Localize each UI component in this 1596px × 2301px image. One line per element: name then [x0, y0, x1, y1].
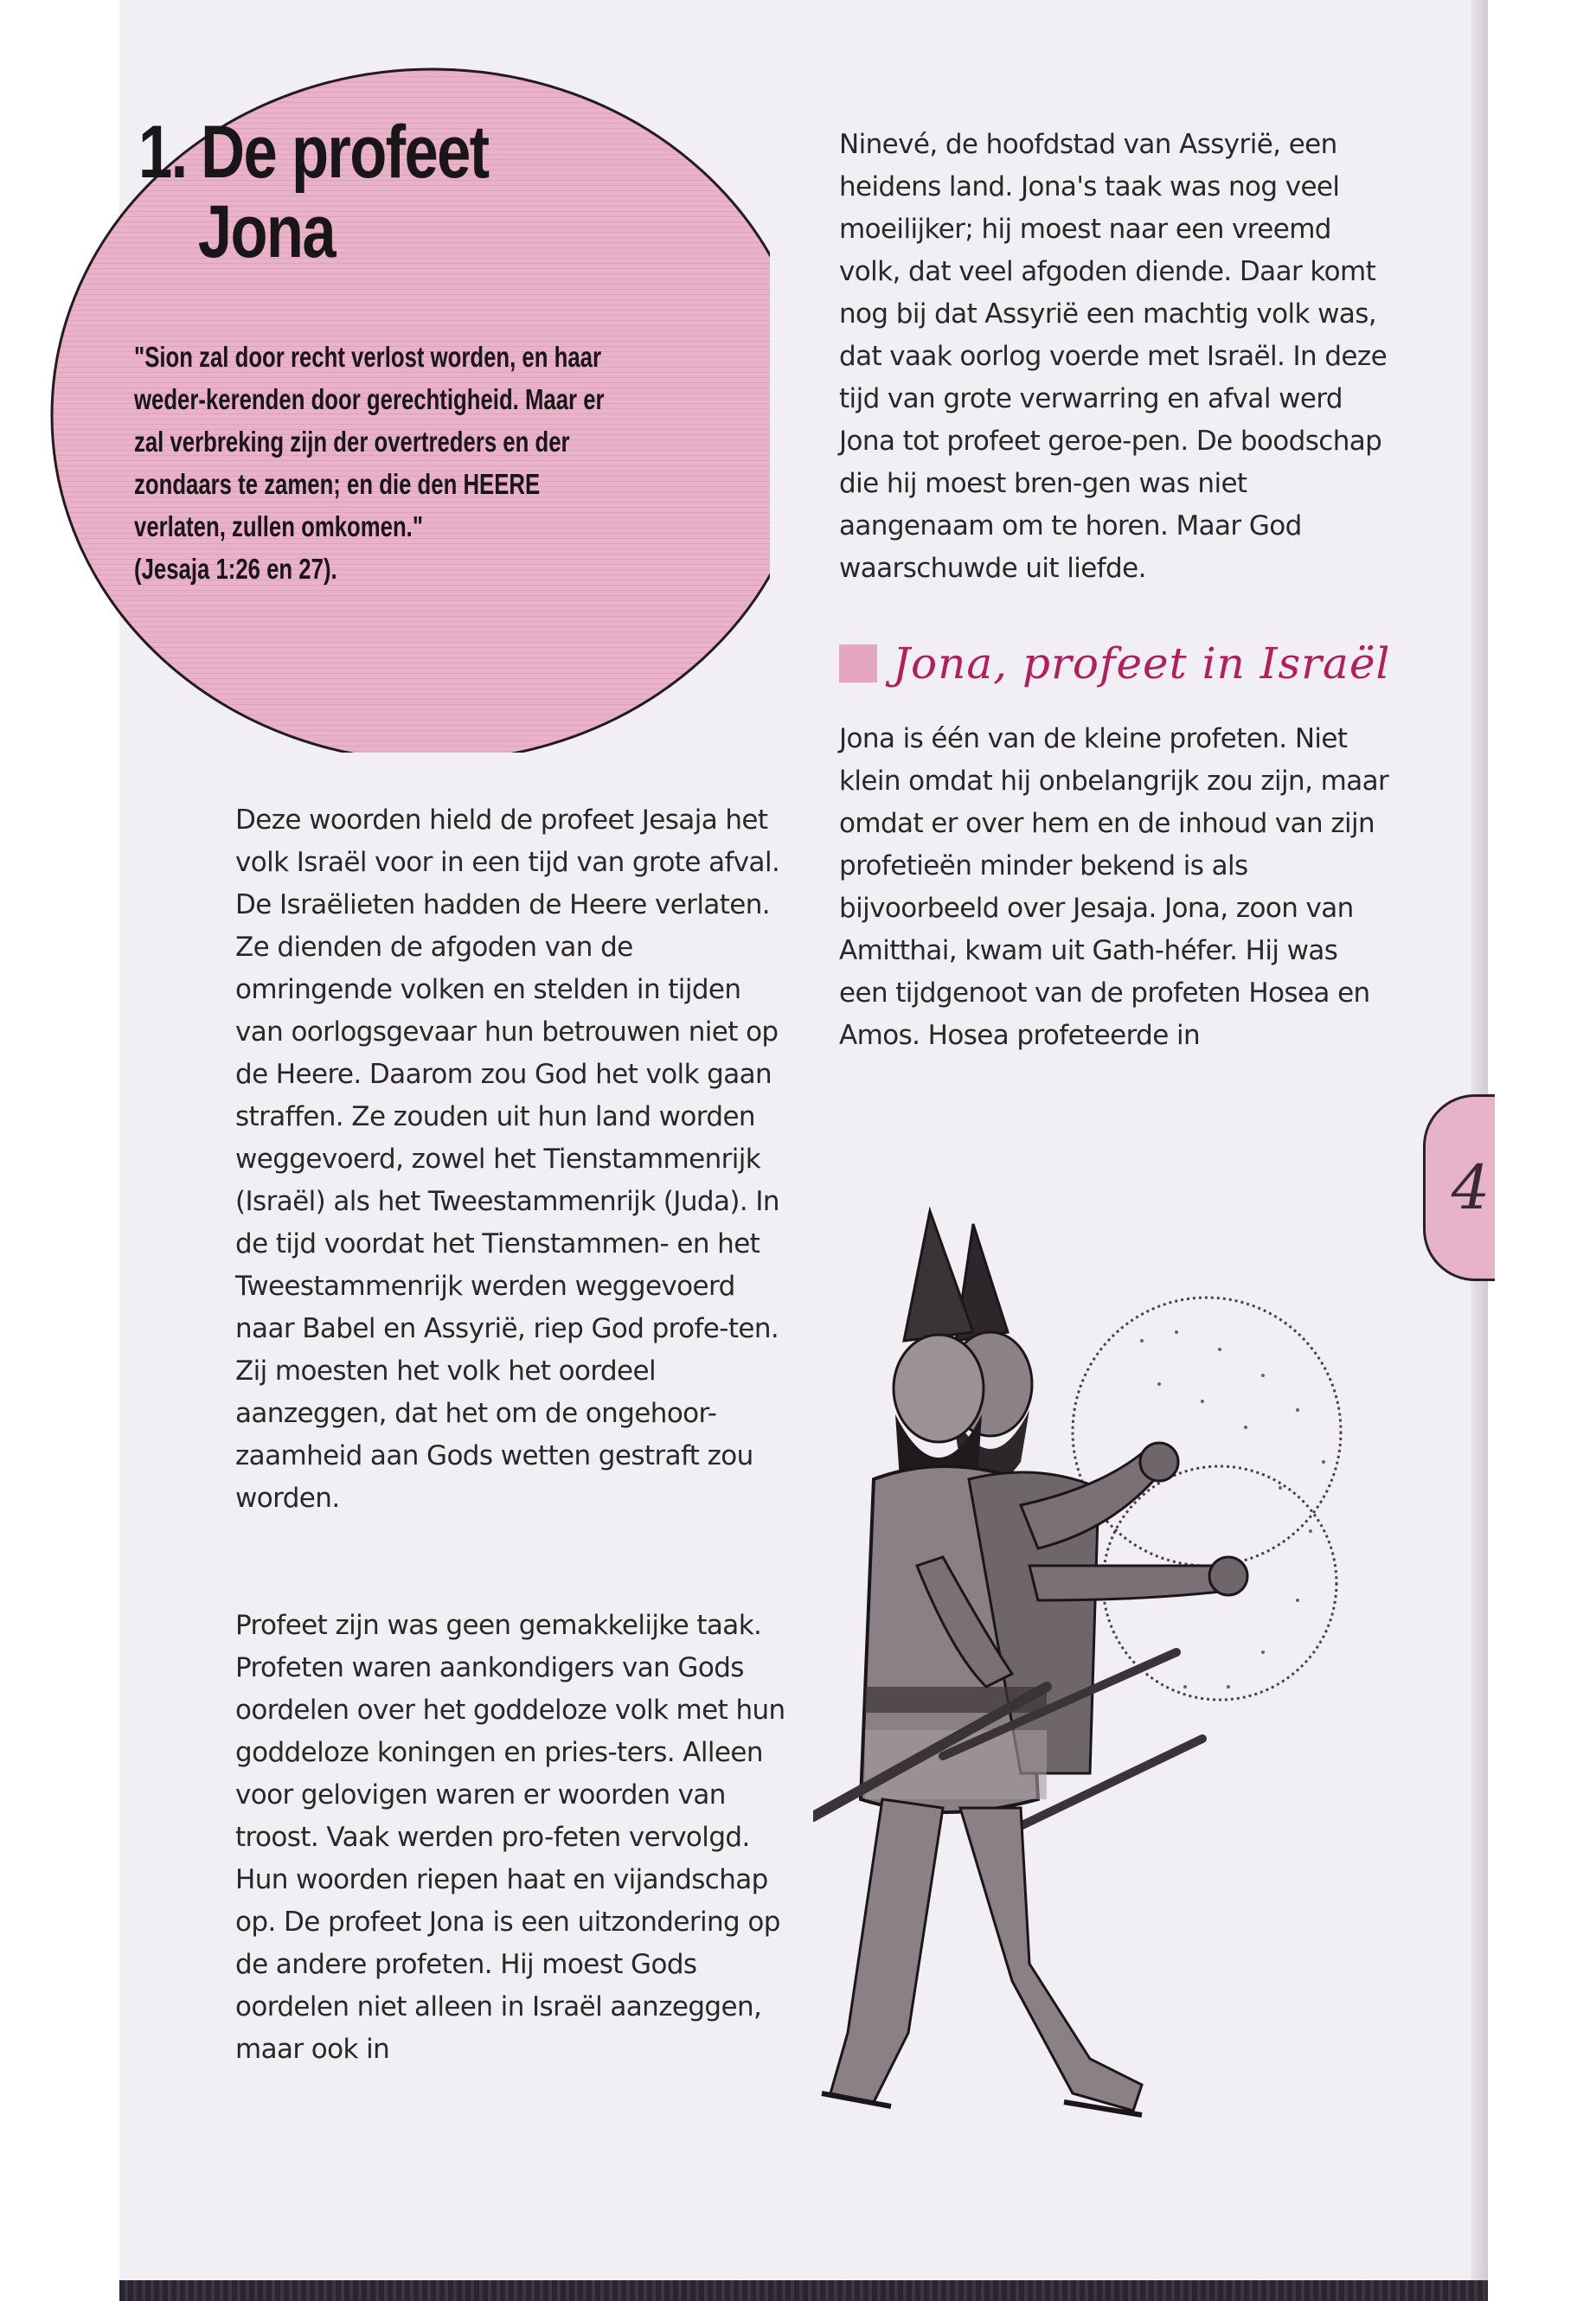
section-square-icon [839, 644, 877, 683]
assyrian-soldiers-illustration [813, 1202, 1471, 2180]
paragraph-text: Deze woorden hield de profeet Jesaja het volk Israël voor in een tijd van grote afval. De Israëlieten hadden de Heere verlaten. Ze dienden de afgoden van de omringende volken en stelden in tijden van oorlogsgevaar hun betrouwen niet op de Heere. Daarom zou God het volk gaan straffen. Ze zouden uit hun land worden weggevoerd, zowel het Tienstammenrijk (Israël) als het Tweestammenrijk (Juda). In de tijd voordat het Tienstammen- en het Tweestammenrijk werden weggevoerd naar Babel en Assyrië, riep God profe-ten. Zij moesten het volk het oordeel aanzeggen, dat het om de ongehoor-zaamheid aan Gods wetten gestraft zou worden. [235, 804, 780, 1514]
bottom-band [119, 2280, 1488, 2301]
chapter-number: 1. [138, 111, 187, 194]
section-heading [839, 633, 1393, 694]
left-column-paragraph-1 [235, 799, 789, 1520]
left-column-paragraph-2 [235, 1605, 789, 2071]
chapter-title [138, 112, 535, 272]
right-column-paragraph-2 [839, 718, 1393, 1057]
section-title: Jona, profeet in Israël [893, 638, 1391, 689]
quote-reference: (Jesaja 1:26 en 27). [134, 553, 337, 585]
bible-quote [134, 336, 633, 590]
paragraph-text: Ninevé, de hoofdstad van Assyrië, een heidens land. Jona's taak was nog veel moeilijker; hij moest naar een vreemd volk, dat veel afgoden diende. Daar komt nog bij dat Assyrië een machtig volk was, dat vaak oorlog voerde met Israël. In deze tijd van grote verwarring en afval werd Jona tot profeet geroe-pen. De boodschap die hij moest bren-gen was niet aangenaam om te horen. Maar God waarschuwde uit liefde. [839, 129, 1388, 584]
chapter-title-line2: Jona [197, 190, 335, 273]
paragraph-text: Jona is één van de kleine profeten. Niet klein omdat hij onbelangrijk zou zijn, maar omdat er over hem en de inhoud van zijn profetieën minder bekend is als bijvoorbeeld over Jesaja. Jona, zoon van Amitthai, kwam uit Gath-héfer. Hij was een tijdgenoot van de profeten Hosea en Amos. Hosea profeteerde in [839, 723, 1389, 1051]
right-column-paragraph-1 [839, 124, 1393, 590]
quote-text: "Sion zal door recht verlost worden, en haar weder-kerenden door gerechtigheid. Maar er zal verbreking zijn der overtreders en der zondaars te zamen; en die den HEERE verlaten, zullen omkomen." [134, 341, 605, 542]
thumb-tab-label: 4 [1451, 1152, 1490, 1223]
chapter-title-line1: De profeet [201, 111, 489, 194]
right-margin [1488, 0, 1596, 2301]
paragraph-text: Profeet zijn was geen gemakkelijke taak. Profeten waren aankondigers van Gods oordelen over het goddeloze volk met hun goddeloze koningen en pries-ters. Alleen voor gelovigen waren er woorden van troost. Vaak werden pro-feten vervolgd. Hun woorden riepen haat en vijandschap op. De profeet Jona is een uitzondering op de andere profeten. Hij moest Gods oordelen niet alleen in Israël aanzeggen, maar ook in [235, 1610, 785, 2065]
